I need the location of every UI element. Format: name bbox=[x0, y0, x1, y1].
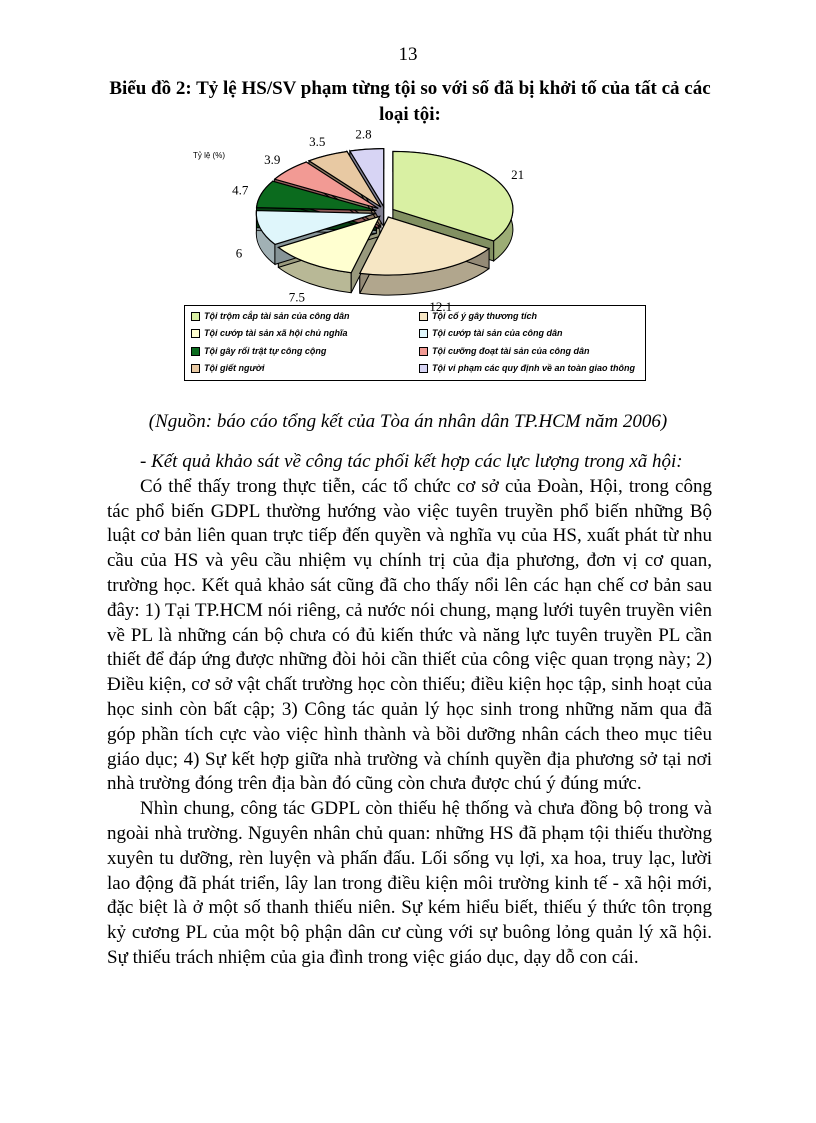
legend-swatch-7 bbox=[419, 364, 428, 373]
legend-item-6 bbox=[191, 363, 264, 373]
legend-label-3: Tội cướp tài sản của công dân bbox=[432, 328, 563, 338]
legend-item-1 bbox=[419, 311, 537, 321]
legend-item-0 bbox=[191, 311, 350, 321]
legend-item-4 bbox=[191, 346, 326, 356]
legend-label-7: Tội vi phạm các quy định về an toàn giao thông bbox=[432, 363, 636, 373]
section-heading: - Kết quả khảo sát về công tác phối kết hợp các lực lượng trong xã hội: bbox=[140, 451, 683, 472]
chart-title: Biểu đồ 2: Tỷ lệ HS/SV phạm từng tội so với số đã bị khởi tố của tất cả các loại tội: bbox=[109, 78, 711, 125]
legend-swatch-2 bbox=[191, 329, 200, 338]
legend-label-6: Tội giết người bbox=[204, 363, 265, 373]
legend-label-2: Tội cướp tài sản xã hội chủ nghĩa bbox=[204, 328, 348, 338]
legend-swatch-6 bbox=[191, 364, 200, 373]
pie-value-label-0: 21 bbox=[511, 167, 525, 183]
legend-item-3 bbox=[419, 328, 563, 338]
paragraph-1: Có thể thấy trong thực tiễn, các tổ chức cơ sở của Đoàn, Hội, trong công tác phổ biến GDPL thường hướng vào việc tuyên truyền phổ biến những Bộ luật cơ bản liên quan trực tiếp đến quyền và nghĩa vụ của HS, xuất phát từ nhu cầu của HS và yêu cầu nhiệm vụ chính trị của địa phương, đơn vị cơ quan, trường học. Kết quả khảo sát cũng đã cho thấy nổi lên các hạn chế cơ bản sau đây: 1) Tại TP.HCM nói riêng, cả nước nói chung, mạng lưới tuyên truyền viên về PL là những cán bộ chưa có đủ kiến thức và năng lực tuyên truyền PL cần thiết để đáp ứng được những đòi hỏi cần thiết của công việc quan trọng này; 2) Điều kiện, cơ sở vật chất trường học còn thiếu; điều kiện học tập, sinh hoạt của học sinh còn bất cập; 3) Công tác quản lý học sinh trong những năm qua đã góp phần tích cực vào việc hình thành và bồi dưỡng nhân cách theo mục tiêu giáo dục; 4) Sự kết hợp giữa nhà trường và chính quyền địa phương sở tại nơi nhà trường đóng trên địa bàn đó cũng còn chưa được chú ý đúng mức. bbox=[107, 475, 712, 795]
legend-item-7 bbox=[419, 363, 635, 373]
legend-swatch-5 bbox=[419, 347, 428, 356]
legend-label-4: Tội gây rối trật tự công cộng bbox=[204, 346, 327, 356]
legend-label-1: Tội cố ý gây thương tích bbox=[432, 311, 537, 321]
pie-value-label-3: 6 bbox=[235, 245, 243, 261]
legend-label-0: Tội trộm cắp tài sản của công dân bbox=[204, 311, 350, 321]
pie-value-label-1: 12.1 bbox=[429, 298, 453, 314]
figure-source: (Nguồn: báo cáo tổng kết của Tòa án nhân dân TP.HCM năm 2006) bbox=[148, 411, 668, 432]
body-text bbox=[107, 450, 712, 971]
page-number: 13 bbox=[398, 44, 418, 65]
pie-value-label-5: 3.9 bbox=[264, 152, 281, 168]
legend-label-5: Tội cưỡng đoạt tài sản của công dân bbox=[432, 346, 590, 356]
legend-swatch-1 bbox=[419, 312, 428, 321]
legend-swatch-4 bbox=[191, 347, 200, 356]
legend-swatch-0 bbox=[191, 312, 200, 321]
pie-value-label-7: 2.8 bbox=[355, 126, 372, 142]
legend-swatch-3 bbox=[419, 329, 428, 338]
pie-chart bbox=[180, 126, 640, 314]
pie-value-label-2: 7.5 bbox=[288, 289, 305, 305]
pie-value-label-4: 4.7 bbox=[232, 182, 249, 198]
pie-value-label-6: 3.5 bbox=[309, 134, 326, 150]
chart-ylabel: Tỷ lệ (%) bbox=[193, 151, 225, 160]
paragraph-2: Nhìn chung, công tác GDPL còn thiếu hệ thống và chưa đồng bộ trong và ngoài nhà trường. Nguyên nhân chủ quan: những HS đã phạm tội thiếu thường xuyên tu dưỡng, rèn luyện và phấn đấu. Lối sống vụ lợi, xa hoa, truy lạc, lười lao động đã phát triển, lây lan trong điều kiện môi trường kinh tế - xã hội mới, đặc biệt là ở một số thanh thiếu niên. Sự kém hiểu biết, thiếu ý thức tôn trọng kỷ cương PL của một bộ phận dân cư cùng với sự buông lỏng quản lý xã hội. Sự thiếu trách nhiệm của gia đình trong việc giáo dục, dạy dỗ con cái. bbox=[107, 798, 712, 968]
legend-item-2 bbox=[191, 328, 348, 338]
legend-item-5 bbox=[419, 346, 589, 356]
chart-legend bbox=[184, 305, 646, 381]
